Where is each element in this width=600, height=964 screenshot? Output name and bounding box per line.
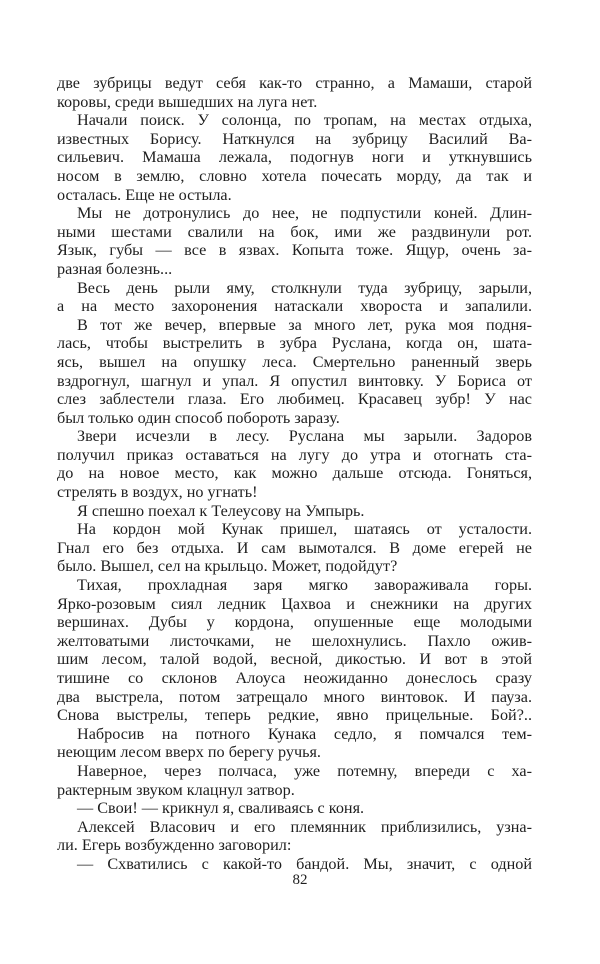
- text-line: два выстрела, потом затрещало много винтовок. И пауза.: [57, 687, 532, 706]
- text-line: а на место захоронения натаскали хвороста и запалили.: [57, 297, 532, 316]
- text-line: Звери исчезли в лесу. Руслана мы зарыли. Задоров: [77, 427, 532, 446]
- text-line: желтоватыми листочками, не шелохнулись. Пахло ожив-: [57, 631, 532, 650]
- text-line: вершинах. Дубы у кордона, опушенные еще молодыми: [57, 613, 532, 632]
- page-number: 82: [292, 872, 308, 888]
- text-line: ными шестами свалили на бок, ими же раздвинули рот.: [57, 222, 532, 241]
- text-line: Я спешно поехал к Телеусову на Умпырь.: [77, 501, 365, 520]
- text-line: Алексей Власович и его племянник приблизились, узна-: [77, 817, 532, 836]
- text-line: Начали поиск. У солонца, по тропам, на местах отдыха,: [77, 111, 532, 130]
- text-line: Весь день рыли яму, столкнули туда зубрицу, зарыли,: [77, 278, 532, 297]
- text-line: Ярко-розовым сиял ледник Цахвоа и снежники на других: [57, 594, 532, 613]
- text-line: — Свои! — крикнул я, сваливаясь с коня.: [77, 799, 365, 818]
- text-line: шим лесом, талой водой, весной, дикостью. И вот в этой: [57, 650, 532, 669]
- text-line: Набросив на потного Кунака седло, я помчался тем-: [77, 724, 532, 743]
- text-line: ясь, вышел на опушку леса. Смертельно раненный зверь: [57, 352, 532, 371]
- text-line: две зубрицы ведут себя как-то странно, а Мамаши, старой: [57, 74, 532, 92]
- text-line: тишине со склонов Алоуса неожиданно донеслось сразу: [57, 669, 532, 687]
- text-line: лась, чтобы выстрелить в зубра Руслана, когда он, шата-: [57, 334, 532, 353]
- text-line: — Схватились с какой-то бандой. Мы, значит, с одной: [77, 854, 532, 873]
- text-line: получил приказ оставаться на лугу до утра и отогнать ста-: [57, 445, 532, 464]
- text-line: Наверное, через полчаса, уже потемну, впереди с ха-: [77, 761, 532, 780]
- text-line: до на новое место, как можно дальше отсюда. Гоняться,: [57, 464, 532, 483]
- text-line: слез заблестели глаза. Его любимец. Красавец зубр! У нас: [57, 390, 532, 409]
- text-line: На кордон мой Кунак пришел, шатаясь от усталости.: [77, 520, 532, 539]
- text-line: сильевич. Мамаша лежала, подогнув ноги и уткнувшись: [57, 148, 532, 167]
- text-line: Мы не дотронулись до нее, не подпустили коней. Длин-: [77, 204, 532, 223]
- text-line: Тихая, прохладная заря мягко завораживала горы.: [77, 576, 532, 595]
- page-text: [57, 74, 532, 874]
- text-line: коровы, среди вышедших на луга нет.: [57, 92, 318, 111]
- text-line: носом в землю, словно хотела почесать морду, да так и: [57, 166, 532, 185]
- text-line: рактерным звуком клацнул затвор.: [57, 780, 295, 799]
- text-line: осталась. Еще не остыла.: [57, 185, 232, 204]
- text-line: В тот же вечер, впервые за много лет, рука моя подня-: [77, 315, 532, 334]
- text-line: известных Борису. Наткнулся на зубрицу Василий Ва-: [57, 129, 532, 148]
- text-line: был только один способ побороть заразу.: [57, 408, 340, 427]
- text-line: стрелять в воздух, но угнать!: [57, 483, 258, 502]
- text-line: Снова выстрелы, теперь редкие, явно прицельные. Бой?..: [57, 706, 532, 725]
- text-line: Гнал его без отдыха. И сам вымотался. В доме егерей не: [57, 538, 532, 557]
- text-line: было. Вышел, сел на крыльцо. Может, подойдут?: [57, 557, 398, 576]
- text-line: Язык, губы — все в язвах. Копыта тоже. Ящур, очень за-: [57, 241, 532, 260]
- text-line: разная болезнь...: [57, 259, 173, 278]
- text-line: вздрогнул, шагнул и упал. Я опустил винтовку. У Бориса от: [57, 371, 532, 390]
- text-line: ли. Егерь возбужденно заговорил:: [57, 836, 292, 855]
- text-line: неющим лесом вверх по берегу ручья.: [57, 743, 321, 762]
